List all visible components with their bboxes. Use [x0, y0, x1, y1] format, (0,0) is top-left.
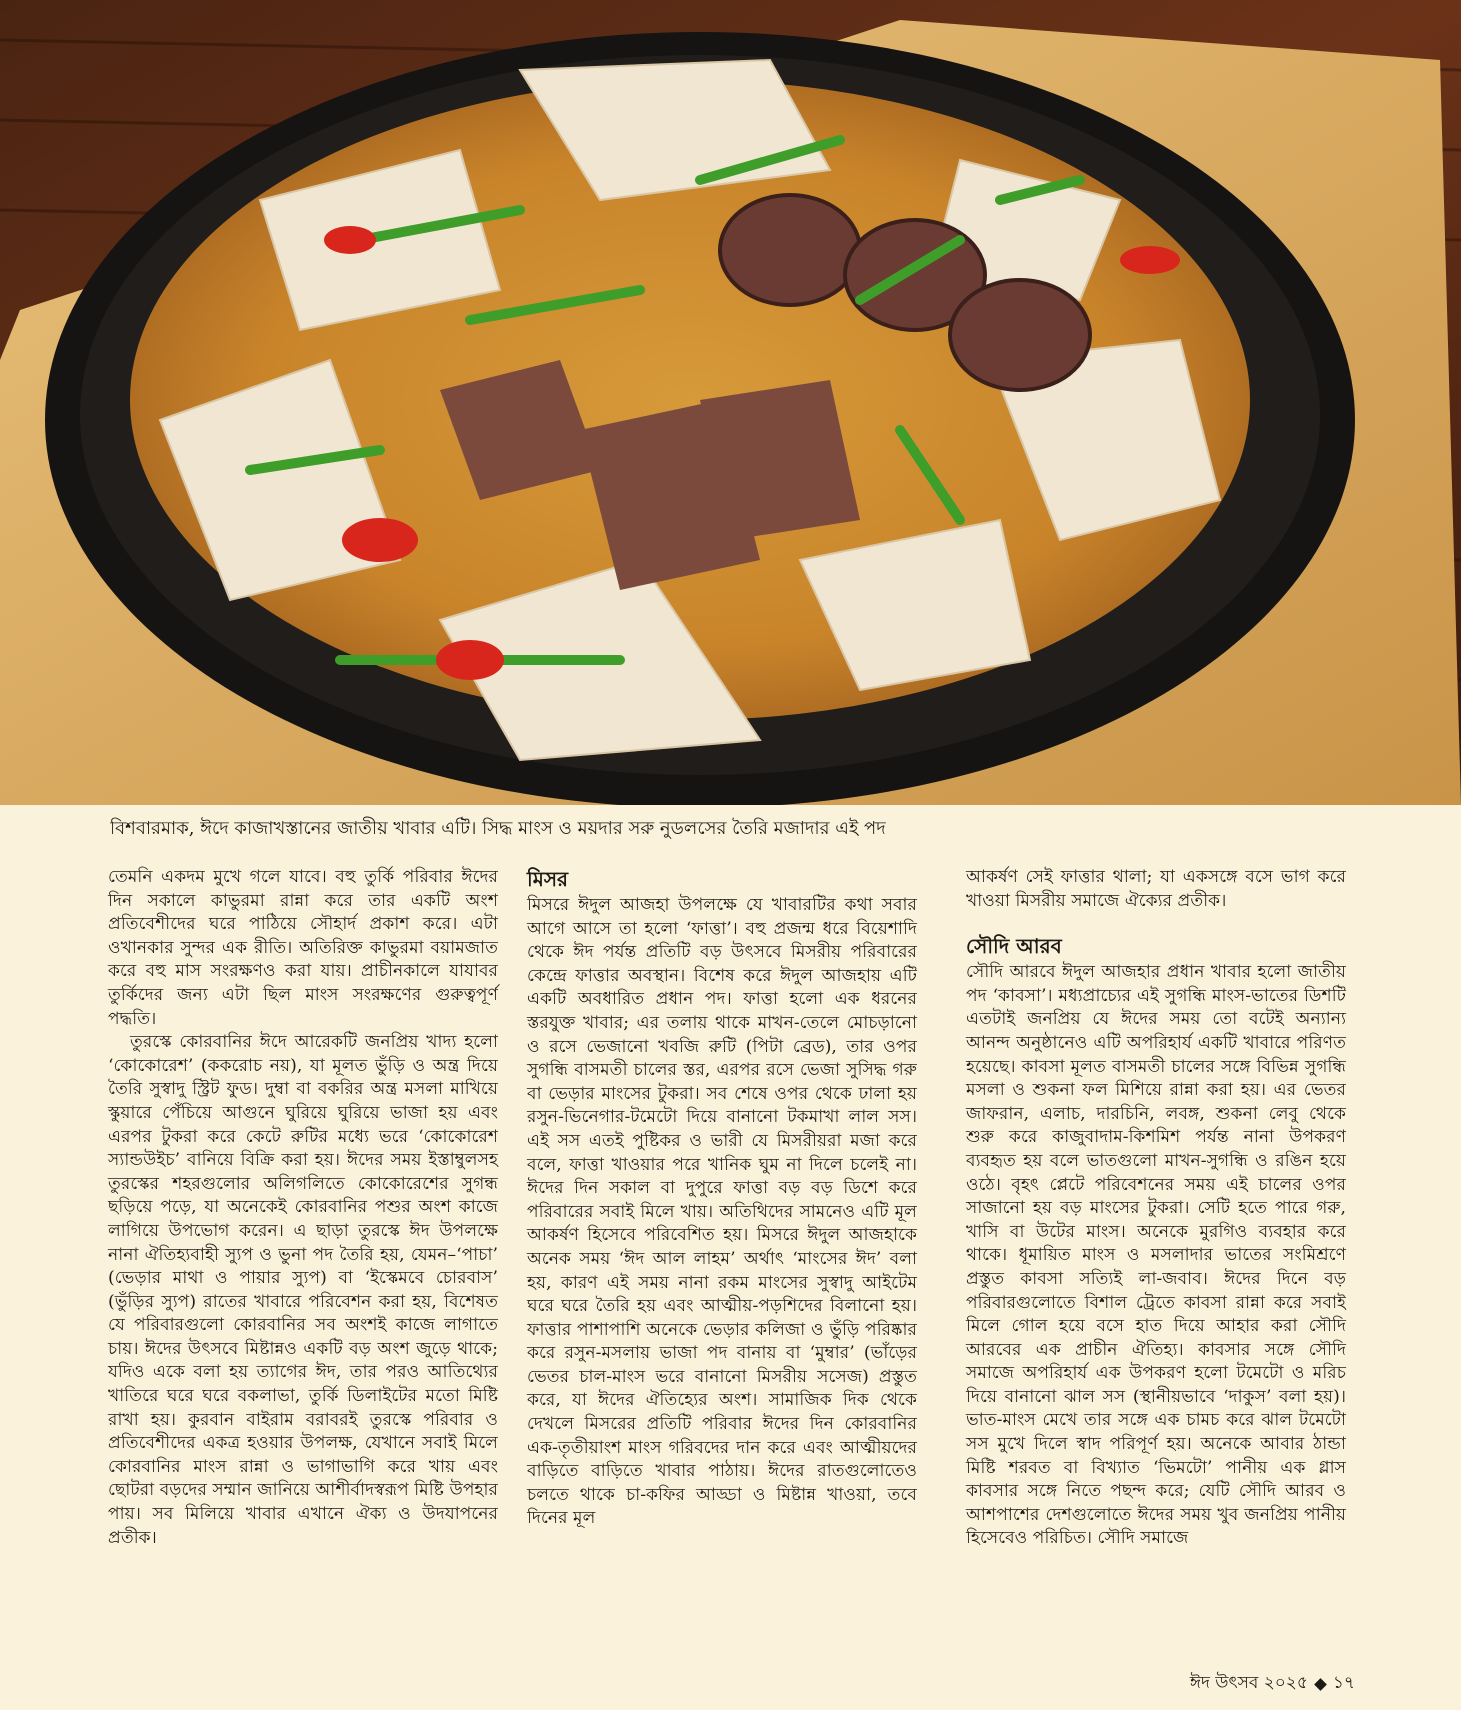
- paragraph: মিসরে ঈদুল আজহা উপলক্ষে যে খাবারটির কথা সবার আগে আসে তা হলো ‘ফাত্তা’। বহু প্রজন্ম ধরে বিয়েশাদি থেকে ঈদ পর্যন্ত প্রতিটি বড় উৎসবে মিসরীয় পরিবারের কেন্দ্রে ফাত্তার অবস্থান। বিশেষ করে ঈদুল আজহায় এটি একটি অবধারিত প্রধান পদ। ফাত্তা হলো এক ধরনের স্তরযুক্ত খাবার; এর তলায় থাকে মাখন-তেলে মোচড়ানো ও রসে ভেজানো খবজি রুটি (পিটা ব্রেড), তার ওপর সুগন্ধি বাসমতী চালের স্তর, এরপর রসে ভেজা সুসিদ্ধ গরু বা ভেড়ার মাংসের টুকরা। সব শেষে ওপর থেকে ঢালা হয় রসুন-ভিনেগার-টমেটো দিয়ে বানানো টকমাখা লাল সস। এই সস এতই পুষ্টিকর ও ভারী যে মিসরীয়রা মজা করে বলে, ফাত্তা খাওয়ার পরে খানিক ঘুম না দিলে চলেই না। ঈদের দিন সকাল বা দুপুরে ফাত্তা বড় বড় ডিশে করে পরিবারের সবাই মিলে খায়। অতিথিদের সামনেও এটি মূল আকর্ষণ হিসেবে পরিবেশিত হয়। মিসরে ঈদুল আজহাকে অনেক সময় ‘ঈদ আল লাহম’ অর্থাৎ ‘মাংসের ঈদ’ বলা হয়, কারণ এই সময় নানা রকম মাংসের সুস্বাদু আইটেম ঘরে ঘরে তৈরি হয় এবং আত্মীয়-পড়শিদের বিলানো হয়। ফাত্তার পাশাপাশি অনেকে ভেড়ার কলিজা ও ভুঁড়ি পরিষ্কার করে রসুন-মসলায় ভাজা পদ বানায় বা ‘মুম্বার’ (ভাঁড়ের ভেতর চাল-মাংস ভরে বানানো মিসরীয় সসেজ) প্রস্তুত করে, যা ঈদের ঐতিহ্যের অংশ। সামাজিক দিক থেকে দেখলে মিসরের প্রতিটি পরিবার ঈদের দিন কোরবানির এক-তৃতীয়াংশ মাংস গরিবদের দান করে এবং আত্মীয়দের বাড়িতে বাড়িতে খাবার পাঠায়। ঈদের রাতগুলোতেও চলতে থাকে চা-কফির আড্ডা ও মিষ্টান্ন খাওয়া, তবে দিনের মূল: [527, 895, 917, 1529]
- article-column-1: [108, 866, 498, 1550]
- section-heading-egypt: মিসর: [527, 867, 569, 891]
- article-column-2: [527, 866, 917, 1531]
- diamond-separator-icon: [1314, 1678, 1327, 1691]
- publication-name: ঈদ উৎসব ২০২৫: [1189, 1673, 1308, 1693]
- paragraph: তুরস্কে কোরবানির ঈদে আরেকটি জনপ্রিয় খাদ্য হলো ‘কোকোরেশ’ (ককরোচ নয়), যা মূলত ভুঁড়ি ও অন্ত্র দিয়ে তৈরি সুস্বাদু স্ট্রিট ফুড। দুম্বা বা বকরির অন্ত্র মসলা মাখিয়ে স্কুয়ারে পেঁচিয়ে আগুনে ঘুরিয়ে ঘুরিয়ে ভাজা হয় এবং এরপর টুকরা করে কেটে রুটির মধ্যে ভরে ‘কোকোরেশ স্যান্ডউইচ’ বানিয়ে বিক্রি করা হয়। ঈদের সময় ইস্তাম্বুলসহ তুরস্কের শহরগুলোর অলিগলিতে কোকোরেশের সুগন্ধ ছড়িয়ে পড়ে, যা অনেকেই কোরবানির পশুর অংশ কাজে লাগিয়ে উপভোগ করেন। এ ছাড়া তুরস্কে ঈদ উপলক্ষে নানা ঐতিহ্যবাহী স্যুপ ও ভুনা পদ তৈরি হয়, যেমন–‘পাচা’ (ভেড়ার মাথা ও পায়ার স্যুপ) বা ‘ইস্কেমবে চোরবাস’ (ভুঁড়ির স্যুপ) রাতের খাবারে পরিবেশন করা হয়, বিশেষত যে পরিবারগুলো কোরবানির সব অংশই কাজে লাগাতে চায়। ঈদের উৎসবে মিষ্টান্নও একটি বড় অংশ জুড়ে থাকে; যদিও একে বলা হয় ত্যাগের ঈদ, তার পরও আতিথ্যের খাতিরে ঘরে ঘরে বকলাভা, তুর্কি ডিলাইটের মতো মিষ্টি রাখা হয়। কুরবান বাইরাম বরাবরই তুরস্কে পরিবার ও প্রতিবেশীদের একত্র হওয়ার উপলক্ষ, যেখানে সবাই মিলে কোরবানির মাংস রান্না ও ভাগাভাগি করে খায় এবং ছোটরা বড়দের সম্মান জানিয়ে আশীর্বাদস্বরূপ মিষ্টি উপহার পায়। সব মিলিয়ে খাবার এখানে ঐক্য ও উদযাপনের প্রতীক।: [108, 1032, 498, 1548]
- beshbarmak-dish-photo: [0, 0, 1461, 805]
- article-column-3: [966, 866, 1346, 1551]
- page-number: ১৭: [1332, 1673, 1355, 1693]
- photo-caption: বিশবারমাক, ঈদে কাজাখস্তানের জাতীয় খাবার এটি। সিদ্ধ মাংস ও ময়দার সরু নুডলসের তৈরি মজাদার এই পদ: [110, 818, 886, 839]
- paragraph: সৌদি আরবে ঈদুল আজহার প্রধান খাবার হলো জাতীয় পদ ‘কাবসা’। মধ্যপ্রাচ্যের এই সুগন্ধি মাংস-ভাতের ডিশটি এতটাই জনপ্রিয় যে ঈদের সময় তো বটেই অন্যান্য আনন্দ অনুষ্ঠানেও এটি অপরিহার্য একটি খাবারে পরিণত হয়েছে। কাবসা মূলত বাসমতী চালের সঙ্গে বিভিন্ন সুগন্ধি মসলা ও শুকনা ফল মিশিয়ে রান্না করা হয়। এর ভেতর জাফরান, এলাচ, দারচিনি, লবঙ্গ, শুকনা লেবু থেকে শুরু করে কাজুবাদাম-কিশমিশ পর্যন্ত নানা উপকরণ ব্যবহৃত হয় বলে ভাতগুলো মাখন-সুগন্ধি ও রঙিন হয়ে ওঠে। বৃহৎ প্লেটে পরিবেশনের সময় এই চালের ওপর সাজানো হয় বড় মাংসের টুকরা। সেটি হতে পারে গরু, খাসি বা উটের মাংস। অনেকে মুরগিও ব্যবহার করে থাকে। ধূমায়িত মাংস ও মসলাদার ভাতের সংমিশ্রণে প্রস্তুত কাবসা সত্যিই লা-জবাব। ঈদের দিনে বড় পরিবারগুলোতে বিশাল ট্রেতে কাবসা রান্না করে সবাই মিলে গোল হয়ে বসে হাত দিয়ে আহার করা সৌদি আরবের এক প্রাচীন ঐতিহ্য। কাবসার সঙ্গে সৌদি সমাজে অপরিহার্য এক উপকরণ হলো টমেটো ও মরিচ দিয়ে বানানো ঝাল সস (স্থানীয়ভাবে ‘দাকুস’ বলা হয়)। ভাত-মাংস মেখে তার সঙ্গে এক চামচ করে ঝাল টমেটো সস মুখে দিলে স্বাদ পরিপূর্ণ হয়। অনেকে আবার ঠান্ডা মিষ্টি শরবত বা বিখ্যাত ‘ভিমটো’ পানীয় এক গ্লাস কাবসার সঙ্গে নিতে পছন্দ করে; যেটি সৌদি আরব ও আশপাশের দেশগুলোতে ঈদের সময় খুব জনপ্রিয় পানীয় হিসেবেও পরিচিত। সৌদি সমাজে: [966, 962, 1346, 1549]
- section-heading-saudi-arabia: সৌদি আরব: [966, 934, 1062, 959]
- page-footer: [1190, 1670, 1355, 1698]
- paragraph: তেমনি একদম মুখে গলে যাবে। বহু তুর্কি পরিবার ঈদের দিন সকালে কাভুরমা রান্না করে তার একটি অংশ প্রতিবেশীদের ঘরে পাঠিয়ে সৌহার্দ প্রকাশ করে। এটা ওখানকার সুন্দর এক রীতি। অতিরিক্ত কাভুরমা বয়ামজাত করে বহু মাস সংরক্ষণও করা যায়। প্রাচীনকালে যাযাবর তুর্কিদের জন্য এটা ছিল মাংস সংরক্ষণের গুরুত্বপূর্ণ পদ্ধতি।: [108, 867, 498, 1029]
- paragraph: আকর্ষণ সেই ফাত্তার থালা; যা একসঙ্গে বসে ভাগ করে খাওয়া মিসরীয় সমাজে ঐক্যের প্রতীক।: [966, 867, 1346, 911]
